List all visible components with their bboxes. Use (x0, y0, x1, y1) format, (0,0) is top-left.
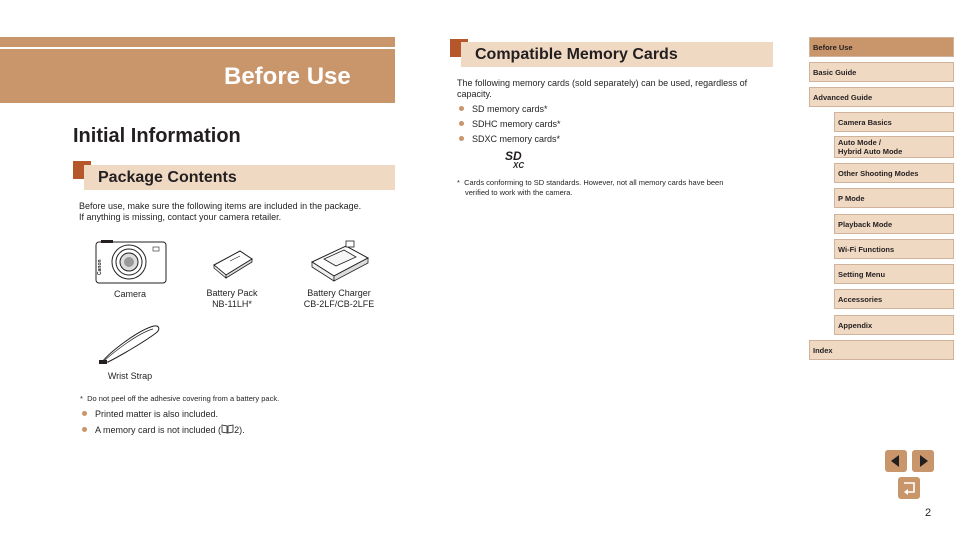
bullet-text: SD memory cards* (472, 104, 548, 114)
sdxc-logo-top: SD (505, 149, 522, 163)
prev-page-button[interactable] (885, 450, 907, 472)
bullet-dot (82, 427, 87, 432)
memory-bullet (459, 134, 560, 144)
nav-hybrid-auto-line: Hybrid Auto Mode (838, 147, 903, 156)
page-ref-link[interactable]: 2 (234, 425, 240, 435)
sdxc-logo-bottom: XC (513, 161, 525, 170)
bullet-text: SDXC memory cards* (472, 134, 561, 144)
nav-basic-guide[interactable]: Basic Guide (809, 62, 954, 82)
bullet-dot (459, 106, 464, 111)
main-heading: Initial Information (73, 125, 241, 147)
arrow-left-icon (885, 450, 907, 472)
wrist-strap-image (98, 322, 162, 366)
bullet-dot (459, 121, 464, 126)
header-banner (0, 49, 395, 103)
book-icon (221, 424, 234, 434)
caption-camera (100, 289, 160, 300)
header-top-strip (0, 37, 395, 47)
package-footnote (80, 394, 279, 404)
bullet-dot (459, 136, 464, 141)
footnote-star: * (457, 178, 460, 187)
arrow-right-icon (912, 450, 934, 472)
bullet-dot (82, 411, 87, 416)
footnote-star: * (80, 394, 83, 403)
nav-appendix[interactable]: Appendix (834, 315, 954, 335)
package-bullet (82, 424, 245, 435)
nav-p-mode[interactable]: P Mode (834, 188, 954, 208)
bullet-text-tail: ). (239, 425, 245, 435)
caption-line: NB-11LH* (212, 299, 252, 309)
footnote-text: Cards conforming to SD standards. However, not all memory cards have been (464, 178, 724, 187)
memory-footnote (457, 178, 723, 198)
bullet-text: SDHC memory cards* (472, 119, 561, 129)
nav-before-use[interactable]: Before Use (809, 37, 954, 57)
nav-index[interactable]: Index (809, 340, 954, 360)
sdxc-logo (505, 151, 537, 173)
battery-pack-image (210, 247, 256, 279)
package-intro (79, 201, 361, 223)
memory-intro-line: The following memory cards (sold separately) can be used, regardless of (457, 78, 748, 88)
package-intro-line: Before use, make sure the following items are included in the package. (79, 201, 362, 211)
memory-bullet (459, 119, 561, 129)
caption-line: Battery Charger (307, 288, 371, 298)
page-title: Before Use (224, 63, 351, 90)
camera-image (95, 239, 167, 285)
section-title-package: Package Contents (98, 169, 237, 186)
nav-wifi-functions[interactable]: Wi-Fi Functions (834, 239, 954, 259)
return-icon (898, 477, 920, 499)
nav-other-shooting-modes[interactable]: Other Shooting Modes (834, 163, 954, 183)
bullet-text: Printed matter is also included. (95, 409, 219, 419)
nav-auto-mode[interactable] (834, 136, 954, 158)
memory-intro (457, 78, 747, 100)
nav-accessories[interactable]: Accessories (834, 289, 954, 309)
memory-bullet (459, 104, 548, 114)
caption-line: Camera (113, 289, 146, 299)
nav-advanced-guide[interactable]: Advanced Guide (809, 87, 954, 107)
bullet-text: A memory card is not included ( (95, 425, 222, 435)
battery-charger-image (310, 240, 370, 282)
caption-battery-charger (293, 288, 385, 310)
nav-setting-menu[interactable]: Setting Menu (834, 264, 954, 284)
footnote-text: Do not peel off the adhesive covering from a battery pack. (87, 394, 280, 403)
next-page-button[interactable] (912, 450, 934, 472)
memory-intro-line: capacity. (457, 89, 492, 99)
nav-camera-basics[interactable]: Camera Basics (834, 112, 954, 132)
caption-line: CB-2LF/CB-2LFE (303, 299, 375, 309)
nav-playback-mode[interactable]: Playback Mode (834, 214, 954, 234)
caption-wrist-strap (100, 371, 160, 382)
caption-battery-pack (192, 288, 272, 310)
return-button[interactable] (898, 477, 920, 499)
caption-line: Battery Pack (206, 288, 258, 298)
package-intro-line: If anything is missing, contact your camera retailer. (79, 212, 282, 222)
page-number: 2 (925, 507, 932, 519)
caption-line: Wrist Strap (107, 371, 153, 381)
section-title-memory: Compatible Memory Cards (475, 46, 678, 63)
footnote-text: verified to work with the camera. (465, 188, 573, 197)
camera-brand-text: Canon (97, 259, 103, 275)
package-bullet (82, 409, 218, 419)
nav-auto-mode-line: Auto Mode / (838, 138, 881, 147)
